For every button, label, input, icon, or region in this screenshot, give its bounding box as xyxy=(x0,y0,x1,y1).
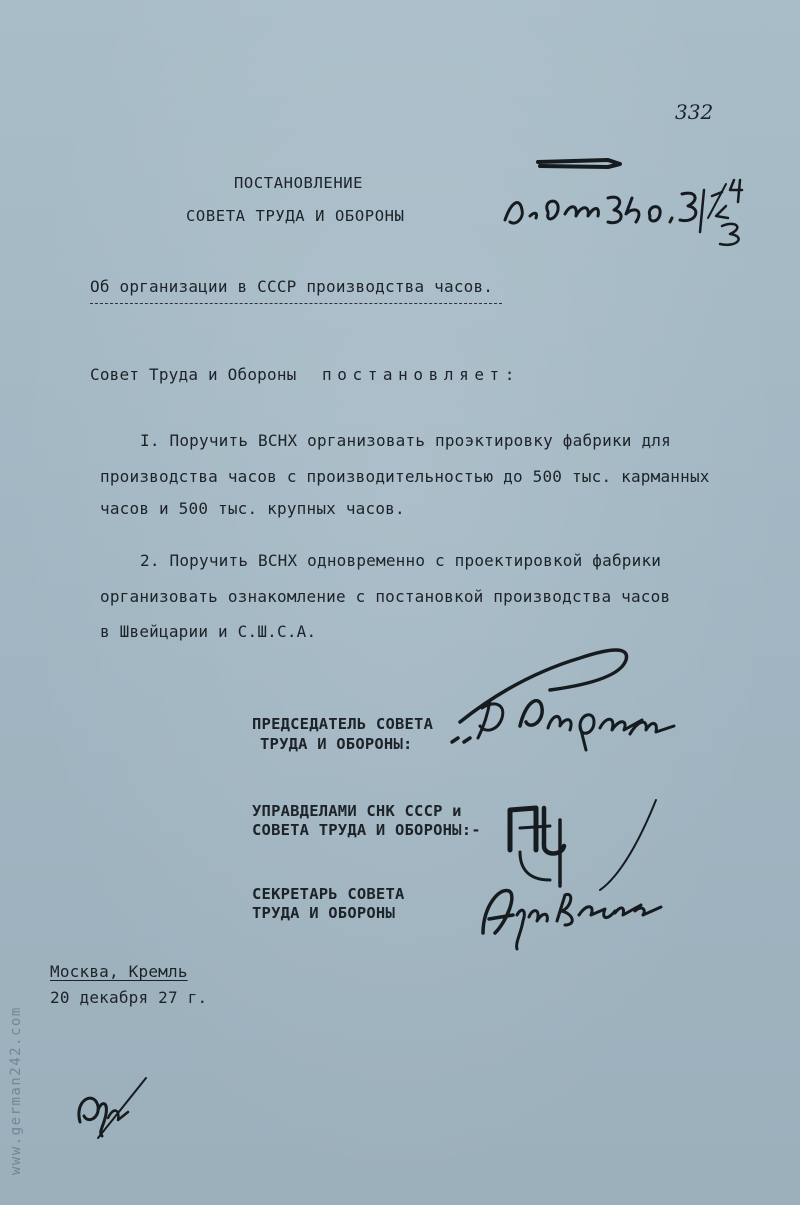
intro-spaced-word: постановляет: xyxy=(322,365,521,384)
handwritten-registry-note xyxy=(490,140,760,250)
item-2-line-2: организовать ознакомление с постановкой производства часов xyxy=(100,587,671,606)
intro-prefix: Совет Труда и Обороны xyxy=(90,365,297,384)
handwritten-initials xyxy=(68,1070,158,1150)
title-line-2: СОВЕТА ТРУДА И ОБОРОНЫ xyxy=(186,207,405,225)
signatory-2-line-2: СОВЕТА ТРУДА И ОБОРОНЫ:- xyxy=(252,821,481,839)
signatory-3-line-1: СЕКРЕТАРЬ СОВЕТА xyxy=(252,885,405,903)
date: 20 декабря 27 г. xyxy=(50,988,208,1007)
item-1-line-3: часов и 500 тыс. крупных часов. xyxy=(100,499,405,518)
item-1-line-2: производства часов с производительностью до 500 тыс. карманных xyxy=(100,467,710,486)
item-2-line-3: в Швейцарии и С.Ш.С.А. xyxy=(100,622,317,641)
item-1-line-1: I. Поручить ВСНХ организовать проэктировку фабрики для xyxy=(140,431,671,450)
item-2-line-1: 2. Поручить ВСНХ одновременно с проектировкой фабрики xyxy=(140,551,662,570)
signatory-3-line-2: ТРУДА И ОБОРОНЫ xyxy=(252,904,395,922)
signatory-2-line-1: УПРАВДЕЛАМИ СНК СССР и xyxy=(252,802,462,820)
signature-1 xyxy=(430,630,680,760)
signature-3 xyxy=(465,855,665,955)
subject-underline xyxy=(90,303,502,304)
page-number: 332 xyxy=(675,100,714,124)
signatory-1-line-2: ТРУДА И ОБОРОНЫ: xyxy=(260,735,413,753)
watermark: www.german242.com xyxy=(8,1006,24,1175)
subject-line: Об организации в СССР производства часов. xyxy=(90,277,494,296)
signatory-1-line-1: ПРЕДСЕДАТЕЛЬ СОВЕТА xyxy=(252,715,434,733)
place: Москва, Кремль xyxy=(50,962,188,981)
title-line-1: ПОСТАНОВЛЕНИЕ xyxy=(234,174,364,192)
